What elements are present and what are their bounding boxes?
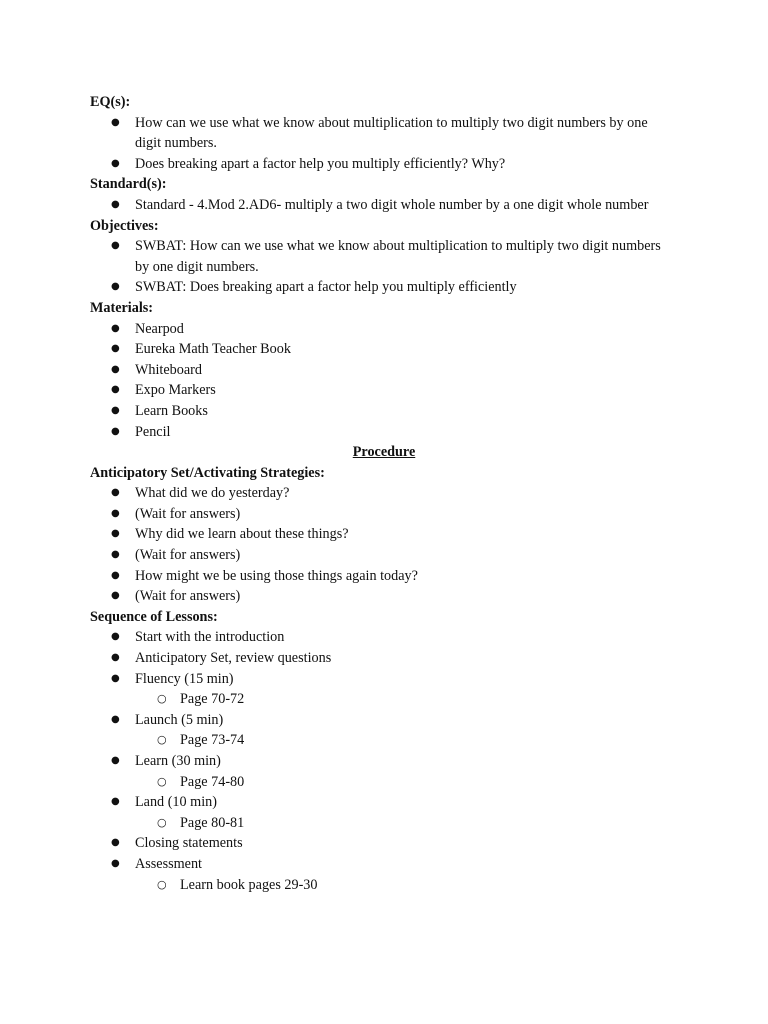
procedure-heading: Procedure xyxy=(352,444,416,461)
anticipatory-list xyxy=(0,483,768,607)
list-item: ● What did we do yesterday? xyxy=(0,483,665,504)
list-item xyxy=(0,792,665,833)
list-item-label: Launch (5 min) xyxy=(135,711,224,728)
sub-list-item: ○ Learn book pages 29-30 xyxy=(135,875,665,896)
list-item: ● Learn Books xyxy=(0,401,665,422)
sub-list xyxy=(135,689,665,710)
list-item: ● Why did we learn about these things? xyxy=(0,524,665,545)
list-item-label: Assessment xyxy=(135,855,202,872)
anticipatory-heading: Anticipatory Set/Activating Strategies: xyxy=(90,464,325,481)
list-item: ● (Wait for answers) xyxy=(0,504,665,525)
list-item-label: Learn (30 min) xyxy=(135,753,221,769)
list-item: ● Eureka Math Teacher Book xyxy=(0,339,665,360)
list-item xyxy=(0,854,665,895)
list-item xyxy=(0,627,665,648)
materials-heading: Materials: xyxy=(90,299,154,316)
list-item-label: Land (10 min) xyxy=(135,794,217,811)
eqs-list xyxy=(0,113,768,175)
sequence-list xyxy=(0,627,768,895)
standards-heading: Standard(s): xyxy=(90,176,167,193)
sub-list xyxy=(135,813,665,834)
list-item: ● Expo Markers xyxy=(0,380,665,401)
list-item xyxy=(0,710,665,751)
list-item: ● How might we be using those things again today? xyxy=(0,566,665,587)
materials-list xyxy=(0,319,768,443)
sub-list-item: ○ Page 73-74 xyxy=(135,730,665,751)
list-item: ● SWBAT: How can we use what we know about multiplication to multiply two digit numbers by one digit numbers. xyxy=(0,236,665,277)
list-item: ● Does breaking apart a factor help you multiply efficiently? Why? xyxy=(0,154,665,175)
sub-list-item: ○ Page 80-81 xyxy=(135,813,665,834)
sub-list-item: ○ Page 74-80 xyxy=(135,772,665,793)
list-item: ● SWBAT: Does breaking apart a factor help you multiply efficiently xyxy=(0,277,665,298)
list-item: ● Standard - 4.Mod 2.AD6- multiply a two digit whole number by a one digit whole number xyxy=(0,195,665,216)
list-item: ● (Wait for answers) xyxy=(0,586,665,607)
sequence-heading: Sequence of Lessons: xyxy=(90,608,218,625)
list-item: ● How can we use what we know about multiplication to multiply two digit numbers by one digit numbers. xyxy=(0,113,665,154)
list-item-label: Start with the introduction xyxy=(135,629,285,646)
sub-list xyxy=(135,772,665,793)
list-item: ● Pencil xyxy=(0,422,665,443)
sub-list xyxy=(135,730,665,751)
list-item: ● Nearpod xyxy=(0,319,665,340)
sub-list xyxy=(135,875,665,896)
list-item-label: Fluency (15 min) xyxy=(135,670,234,687)
list-item xyxy=(0,669,665,710)
list-item: ● Whiteboard xyxy=(0,360,665,381)
objectives-list xyxy=(0,236,768,298)
list-item: ● (Wait for answers) xyxy=(0,545,665,566)
list-item xyxy=(0,833,665,854)
objectives-heading: Objectives: xyxy=(90,217,159,234)
list-item xyxy=(0,751,665,792)
list-item-label: Anticipatory Set, review questions xyxy=(135,650,332,667)
standards-list xyxy=(0,195,768,216)
list-item-label: Closing statements xyxy=(135,835,243,852)
eqs-heading: EQ(s): xyxy=(90,94,131,110)
sub-list-item: ○ Page 70-72 xyxy=(135,689,665,710)
list-item xyxy=(0,648,665,669)
